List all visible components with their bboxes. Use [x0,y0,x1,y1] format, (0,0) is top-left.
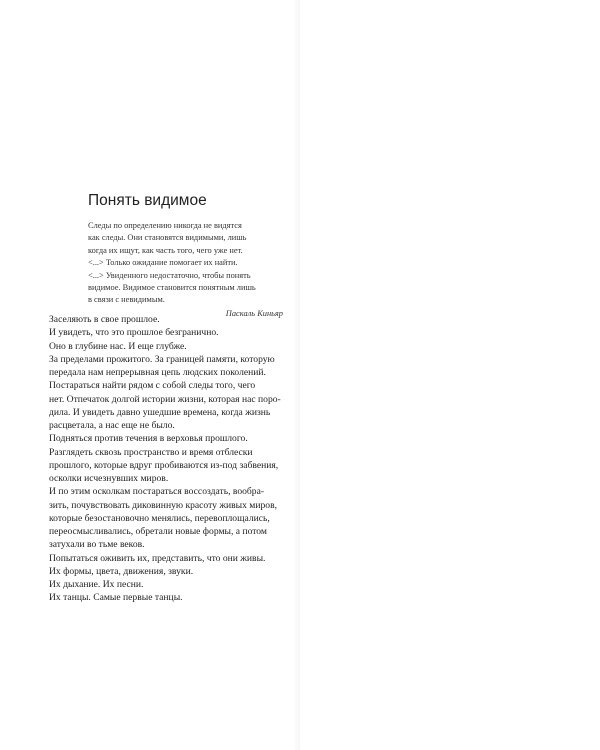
body-line: зить, почувствовать диковинную красоту живых миров, [49,499,278,511]
body-line: нет. Отпечаток долгой истории жизни, которая нас поро- [49,393,281,405]
body-line: Их танцы. Самые первые танцы. [49,592,183,604]
epigraph-author: Паскаль Киньяр [225,308,283,318]
body-line: Их формы, цвета, движения, звуки. [49,565,194,577]
epigraph-line: когда их ищут, как часть того, чего уже нет. [88,245,243,255]
chapter-title: Понять видимое [88,192,207,209]
body-line: осколки исчезнувших миров. [49,473,169,484]
right-page [300,0,600,750]
body-line: которые безостановочно менялись, перевоплощались, [49,512,270,524]
body-line: Заселяють в свое прошлое. [49,314,160,325]
epigraph-line: в связи с невидимым. [88,295,165,305]
body-line: затухали во тьме веков. [49,539,145,551]
epigraph-line: как следы. Они становятся видимыми, лишь [88,233,247,243]
epigraph-line: <...> Увиденного недостаточно, чтобы понять [88,270,251,280]
body-line: дила. И увидеть давно ушедшие времена, когда жизнь [49,406,271,418]
body-line: За пределами прожитого. За границей памяти, которую [49,353,275,365]
body-line: прошлого, которые вдруг пробиваются из-под забвения, [49,459,279,471]
body-line: Оно в глубине нас. И еще глубже. [49,340,187,352]
body-line: Разглядеть сквозь пространство и время отблески [49,446,253,458]
left-body-text [49,313,281,605]
epigraph-line: <...> Только ожидание помогает их найти. [88,258,238,268]
epigraph-line: Следы по определению никогда не видятся [88,221,242,230]
body-line: расцветала, а нас еще не было. [49,420,175,431]
body-line: переосмысливались, обретали новые формы, а потом [49,526,267,537]
body-line: Постараться найти рядом с собой следы того, чего [49,380,256,392]
body-line: Подняться против течения в верховья прошлого. [49,433,248,445]
body-line: И увидеть, что это прошлое безгранично. [49,327,219,339]
body-line: Попытаться оживить их, представить, что они живы. [49,552,266,564]
body-line: И по этим осколкам постараться воссоздать, вообра- [49,486,265,498]
epigraph [88,220,283,320]
body-line: передала нам непрерывная цепь людских поколений. [49,367,266,378]
epigraph-line: видимое. Видимое становится понятным лишь [88,283,256,293]
body-line: Их дыхание. Их песни. [49,579,144,590]
